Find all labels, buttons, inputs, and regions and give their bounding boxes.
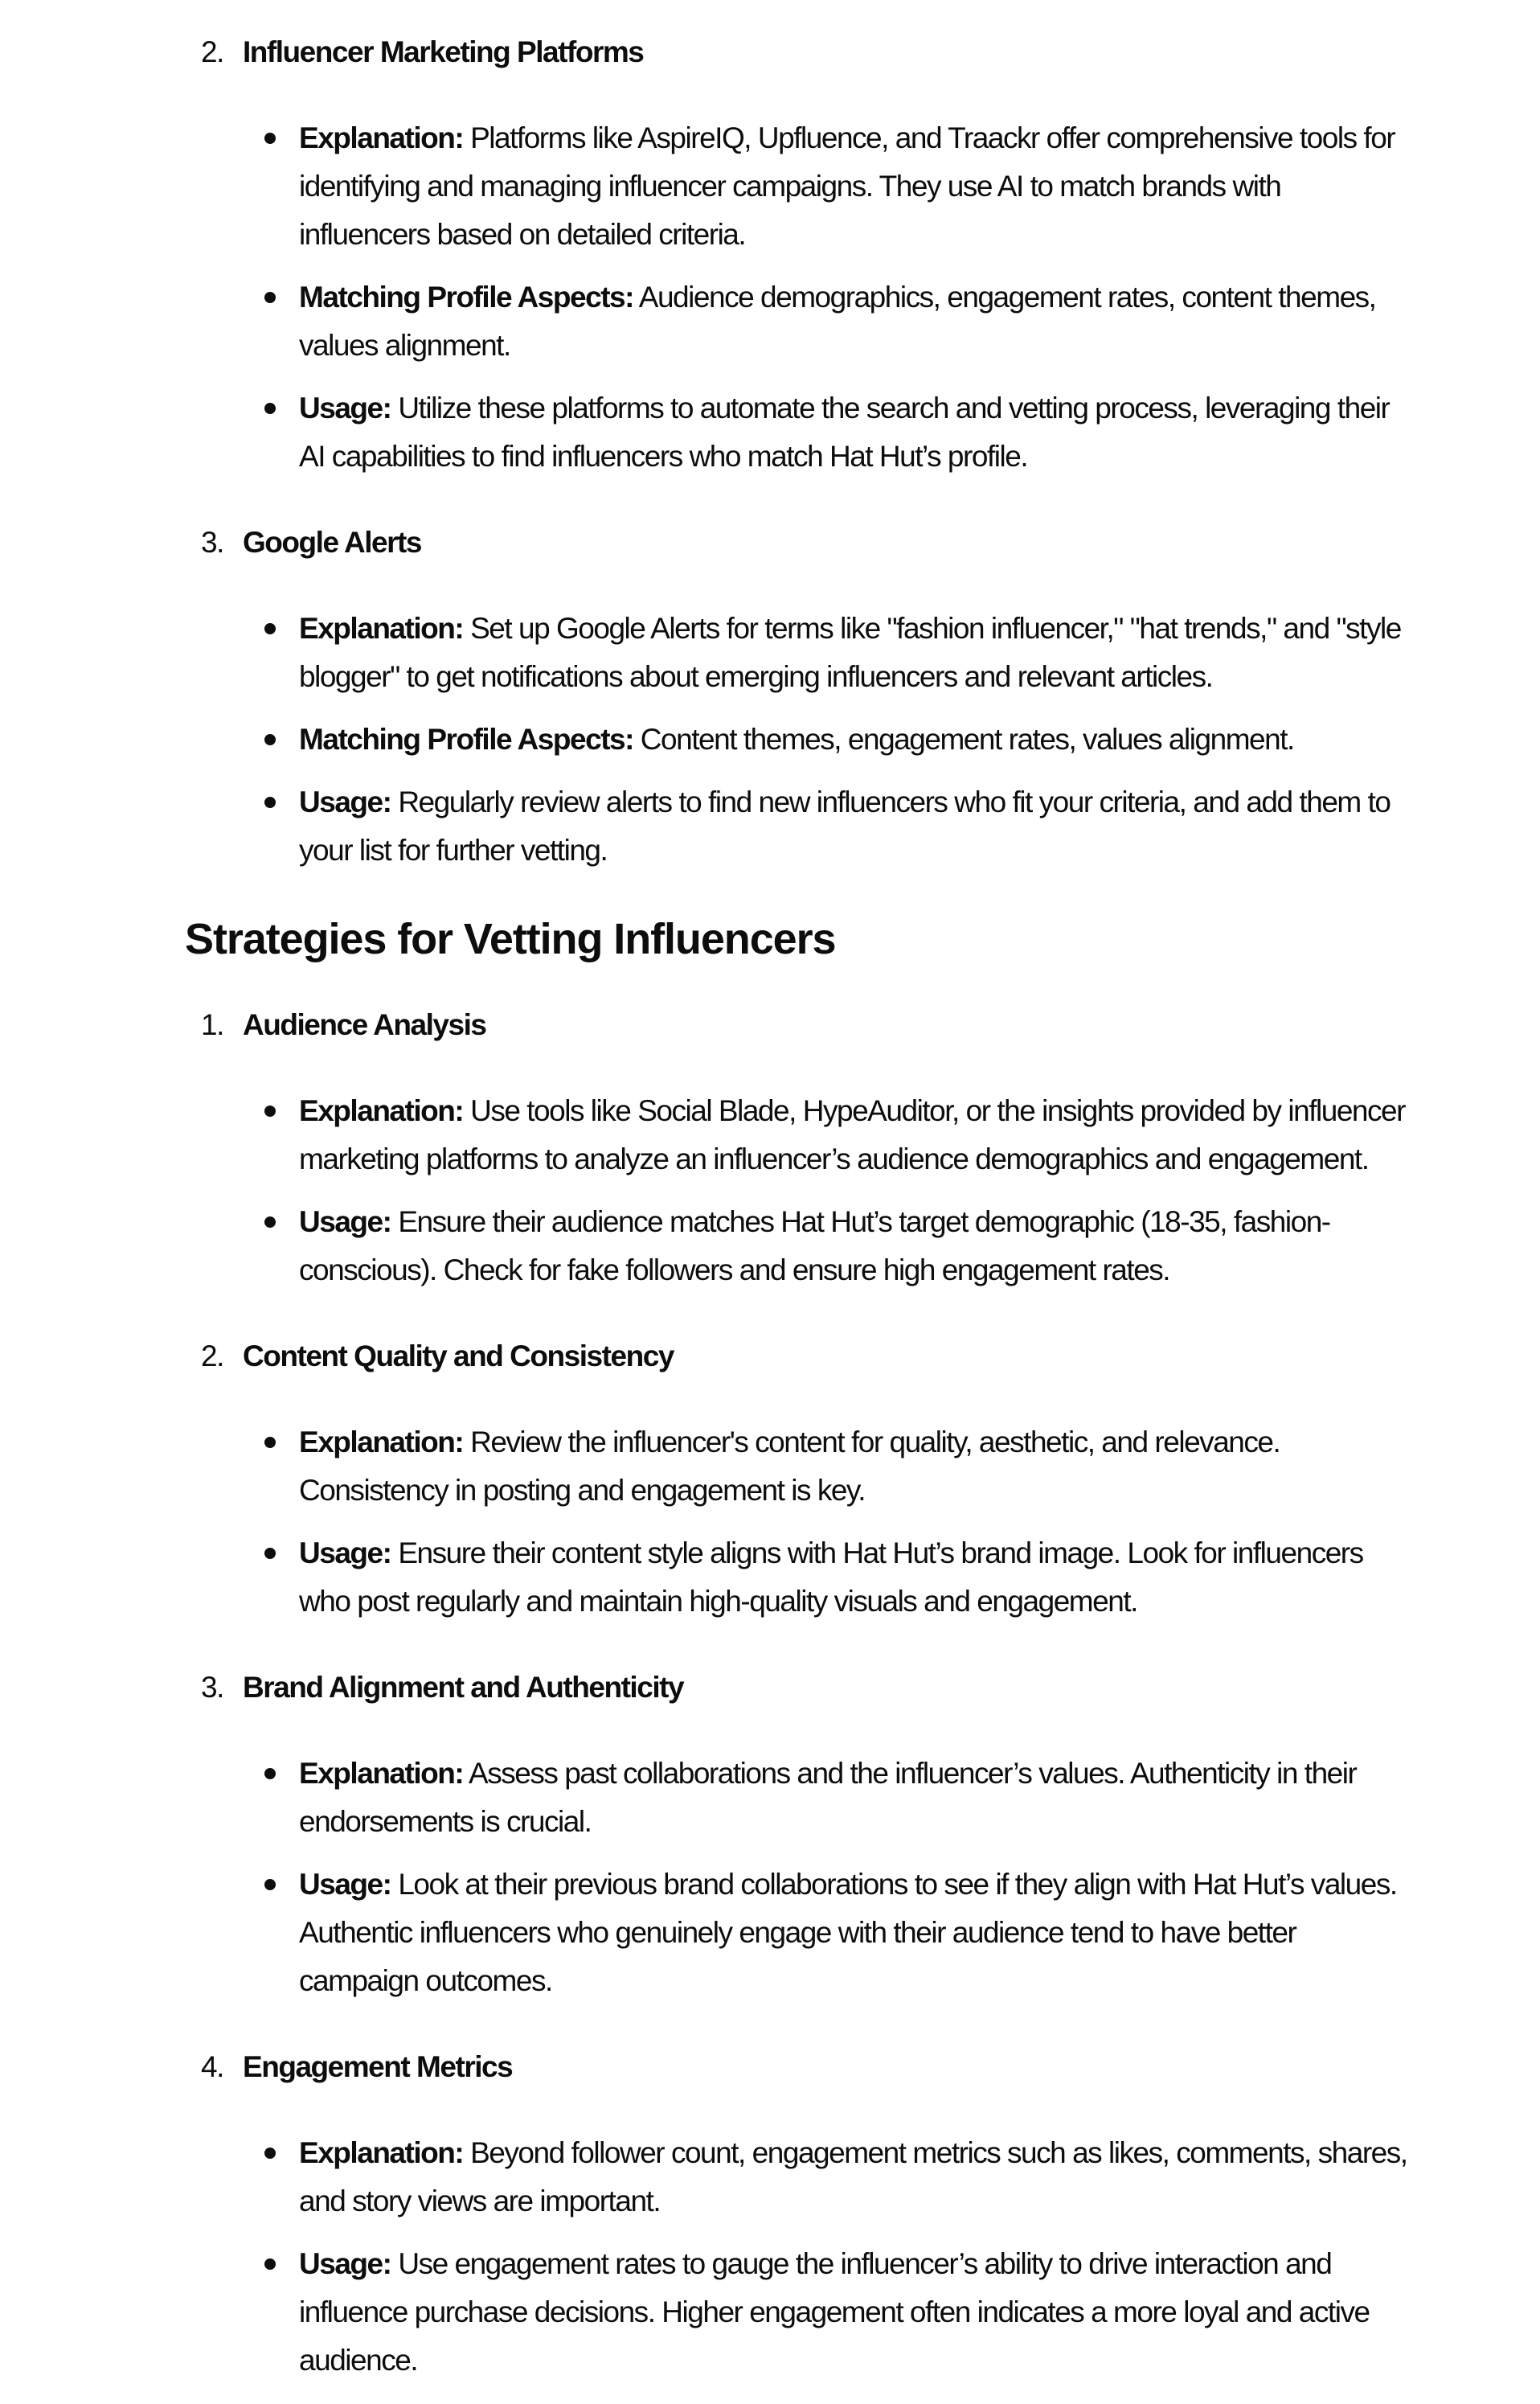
bullet-item bbox=[299, 716, 1540, 764]
bullet-text: Assess past collaborations and the influencer’s values. Authenticity in their bbox=[469, 1757, 1357, 1790]
bullet-text: Ensure their audience matches Hat Hut’s target demographic (18-35, fashion- bbox=[398, 1205, 1330, 1238]
bullet-text: Set up Google Alerts for terms like "fashion influencer," "hat trends," and "style bbox=[470, 612, 1401, 645]
bullet-text: Content themes, engagement rates, values alignment. bbox=[640, 723, 1294, 756]
bullet-line bbox=[299, 716, 1540, 764]
bullet-line: influence purchase decisions. Higher engagement often indicates a more loyal and active bbox=[299, 2295, 1370, 2328]
list-item-number: 2. bbox=[201, 35, 223, 68]
bullet-line: values alignment. bbox=[299, 329, 510, 362]
bullet-label: Matching Profile Aspects: bbox=[299, 281, 633, 314]
bullet-label: Usage: bbox=[299, 1868, 391, 1901]
bullet-label: Explanation: bbox=[299, 1426, 464, 1458]
bullet-text: Use tools like Social Blade, HypeAuditor, or the insights provided by influencer bbox=[470, 1094, 1405, 1127]
bullet-text: Use engagement rates to gauge the influencer’s ability to drive interaction and bbox=[398, 2247, 1332, 2280]
list-item-number: 1. bbox=[201, 1008, 223, 1041]
bullet-line: marketing platforms to analyze an influencer’s audience demographics and engagement. bbox=[299, 1143, 1369, 1175]
bullet-text: Beyond follower count, engagement metrics such as likes, comments, shares, bbox=[470, 2136, 1407, 2169]
bullet-text: Ensure their content style aligns with Hat Hut’s brand image. Look for influencers bbox=[398, 1536, 1363, 1569]
bullet-item bbox=[299, 778, 1540, 875]
bullet-item bbox=[299, 1087, 1540, 1184]
list-item-title bbox=[201, 1001, 1540, 1049]
list-item-title bbox=[201, 28, 1540, 76]
bullet-text: Review the influencer's content for quality, aesthetic, and relevance. bbox=[470, 1426, 1280, 1458]
bullet-icon bbox=[264, 623, 276, 634]
bullet-item bbox=[299, 1529, 1540, 1626]
bullet-item bbox=[299, 273, 1540, 370]
bullet-line bbox=[299, 1750, 1540, 1798]
bullet-item bbox=[299, 2240, 1540, 2385]
list-item-title-text: Google Alerts bbox=[243, 526, 421, 559]
bullet-text: Regularly review alerts to find new influencers who fit your criteria, and add them to bbox=[398, 786, 1391, 818]
bullet-icon bbox=[264, 133, 276, 144]
bullet-item bbox=[299, 1198, 1540, 1294]
bullet-line: audience. bbox=[299, 2344, 418, 2377]
bullet-item bbox=[299, 2129, 1540, 2226]
bullet-line bbox=[299, 384, 1540, 433]
bullet-line bbox=[299, 1198, 1540, 1246]
bullet-line bbox=[299, 1529, 1540, 1577]
bullet-label: Usage: bbox=[299, 2247, 391, 2280]
bullet-icon bbox=[264, 1437, 276, 1448]
bullet-line: AI capabilities to find influencers who match Hat Hut’s profile. bbox=[299, 440, 1028, 473]
list-item-title bbox=[201, 1332, 1540, 1380]
list-item-number: 3. bbox=[201, 1671, 223, 1704]
bullet-icon bbox=[264, 1548, 276, 1559]
bullet-line bbox=[299, 2129, 1540, 2177]
bullet-line: Consistency in posting and engagement is key. bbox=[299, 1474, 866, 1507]
bullet-text: Utilize these platforms to automate the search and vetting process, leveraging their bbox=[398, 392, 1390, 425]
list-item-title-text: Content Quality and Consistency bbox=[243, 1339, 674, 1372]
bullet-icon bbox=[264, 734, 276, 745]
bullet-item bbox=[299, 1860, 1540, 2005]
list-item-number: 3. bbox=[201, 526, 223, 559]
bullet-line bbox=[299, 2240, 1540, 2288]
bullet-line bbox=[299, 114, 1540, 162]
list-item-title-text: Audience Analysis bbox=[243, 1008, 486, 1041]
bullet-line: who post regularly and maintain high-quality visuals and engagement. bbox=[299, 1585, 1137, 1618]
bullet-label: Explanation: bbox=[299, 2136, 464, 2169]
bullet-line bbox=[299, 1087, 1540, 1135]
list-item-title-text: Engagement Metrics bbox=[243, 2050, 513, 2083]
bullet-line bbox=[299, 605, 1540, 653]
list-item-number: 4. bbox=[201, 2050, 223, 2083]
list-item-title bbox=[201, 1664, 1540, 1712]
section-heading: Strategies for Vetting Influencers bbox=[185, 915, 836, 963]
bullet-label: Explanation: bbox=[299, 1094, 464, 1127]
list-item-title-text: Brand Alignment and Authenticity bbox=[243, 1671, 684, 1704]
bullet-line bbox=[299, 273, 1540, 322]
bullet-line: identifying and managing influencer campaigns. They use AI to match brands with bbox=[299, 170, 1281, 203]
bullet-item bbox=[299, 605, 1540, 701]
bullet-line: Authentic influencers who genuinely engage with their audience tend to have better bbox=[299, 1916, 1296, 1949]
bullet-line: endorsements is crucial. bbox=[299, 1805, 592, 1838]
bullet-text: Look at their previous brand collaborations to see if they align with Hat Hut’s values. bbox=[398, 1868, 1397, 1901]
bullet-item bbox=[299, 384, 1540, 481]
bullet-line: blogger" to get notifications about emerging influencers and relevant articles. bbox=[299, 660, 1213, 693]
bullet-line: campaign outcomes. bbox=[299, 1964, 552, 1997]
list-item-number: 2. bbox=[201, 1339, 223, 1372]
bullet-text: Audience demographics, engagement rates, content themes, bbox=[638, 281, 1376, 314]
bullet-label: Matching Profile Aspects: bbox=[299, 723, 633, 756]
bullet-line: your list for further vetting. bbox=[299, 834, 608, 867]
bullet-icon bbox=[264, 1106, 276, 1117]
bullet-icon bbox=[264, 2258, 276, 2270]
bullet-text: Platforms like AspireIQ, Upfluence, and Traackr offer comprehensive tools for bbox=[470, 121, 1395, 154]
list-item-title bbox=[201, 519, 1540, 567]
bullet-icon bbox=[264, 797, 276, 808]
bullet-label: Explanation: bbox=[299, 121, 464, 154]
bullet-line bbox=[299, 1418, 1540, 1467]
list-item-title bbox=[201, 2043, 1540, 2091]
bullet-item bbox=[299, 1418, 1540, 1515]
bullet-line: conscious). Check for fake followers and ensure high engagement rates. bbox=[299, 1253, 1170, 1286]
bullet-icon bbox=[264, 292, 276, 303]
list-item-title-text: Influencer Marketing Platforms bbox=[243, 35, 644, 68]
bullet-line bbox=[299, 778, 1540, 827]
bullet-label: Usage: bbox=[299, 786, 391, 818]
bullet-icon bbox=[264, 403, 276, 414]
bullet-line bbox=[299, 1860, 1540, 1909]
bullet-line: influencers based on detailed criteria. bbox=[299, 218, 746, 251]
bullet-item bbox=[299, 1750, 1540, 1846]
bullet-label: Usage: bbox=[299, 1205, 391, 1238]
bullet-line: and story views are important. bbox=[299, 2185, 661, 2217]
bullet-icon bbox=[264, 1768, 276, 1779]
bullet-icon bbox=[264, 2148, 276, 2159]
bullet-icon bbox=[264, 1879, 276, 1890]
bullet-label: Usage: bbox=[299, 392, 391, 425]
bullet-icon bbox=[264, 1216, 276, 1228]
bullet-label: Explanation: bbox=[299, 612, 464, 645]
bullet-item bbox=[299, 114, 1540, 259]
bullet-label: Usage: bbox=[299, 1536, 391, 1569]
bullet-label: Explanation: bbox=[299, 1757, 464, 1790]
